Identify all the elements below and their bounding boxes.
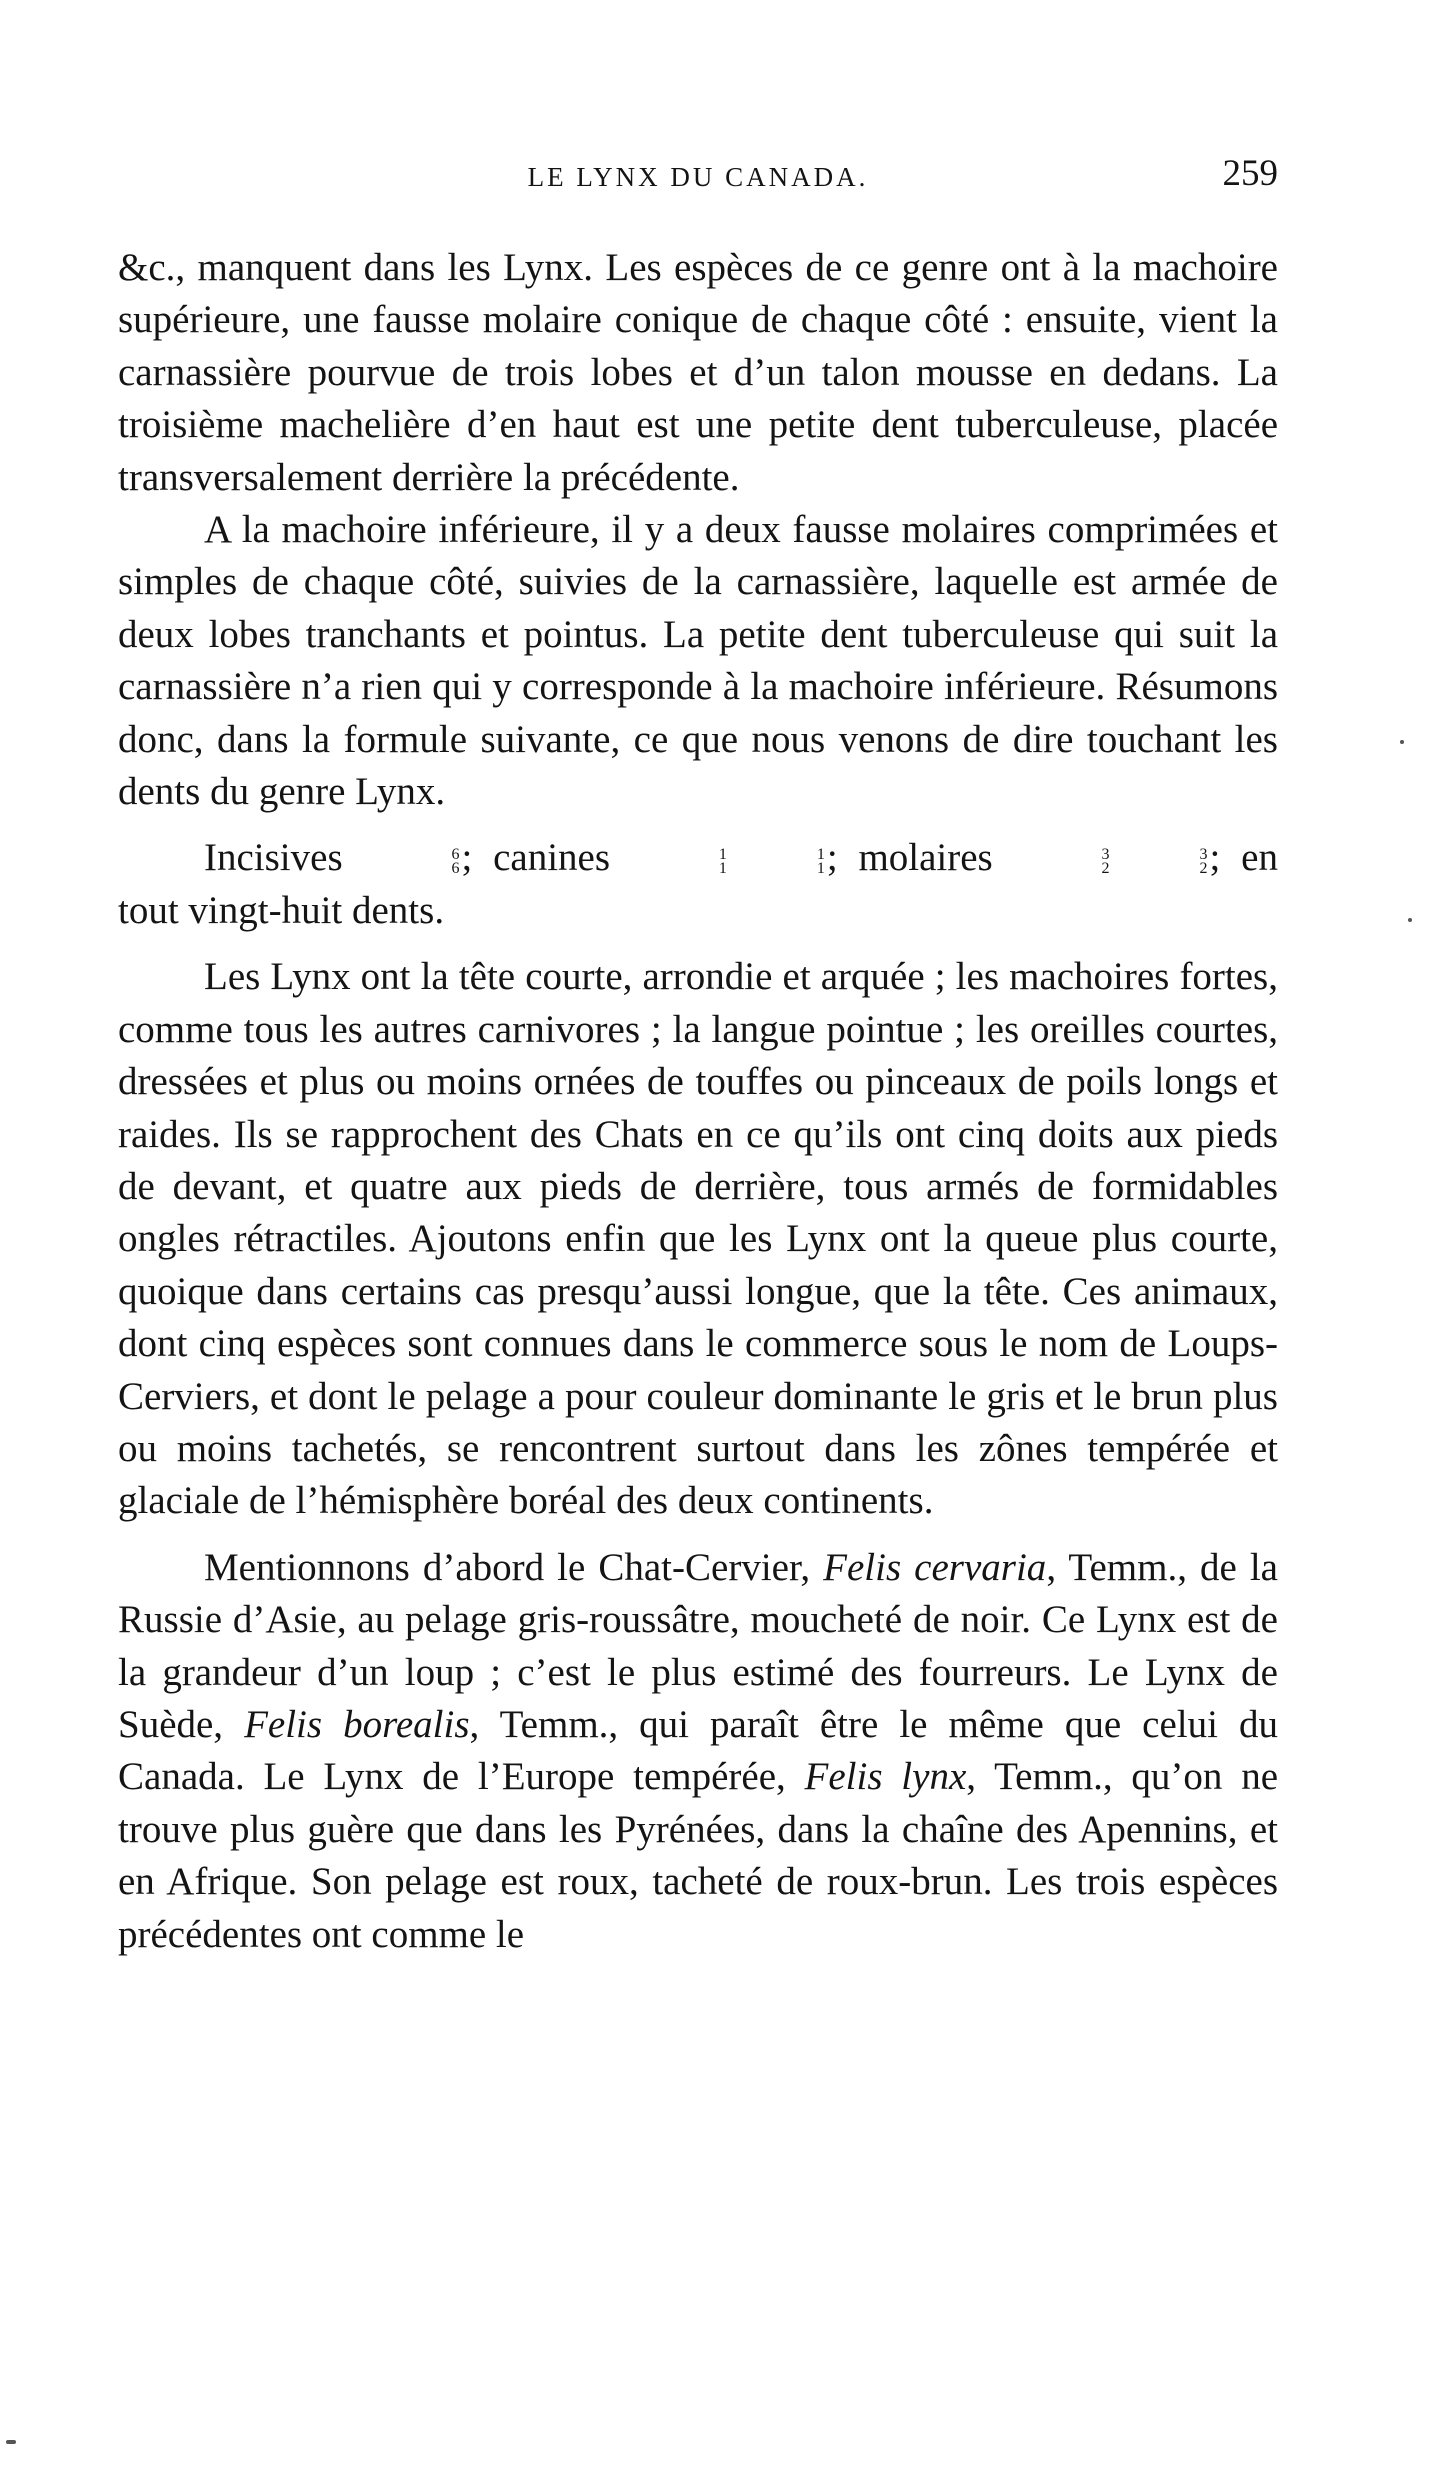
- p5-text-3: , Temm., qui paraît être le même que celui du Canada. Le Lynx de l’Europe tempérée,: [118, 1702, 1278, 1799]
- incisives-top: 6: [451, 845, 460, 863]
- canines-fraction-right: [731, 845, 825, 877]
- molaires-fractions: [1014, 836, 1210, 879]
- paragraph-dental-formula: [118, 832, 1278, 937]
- molaires-label: ; molaires: [826, 836, 993, 880]
- margin-speck-3: [6, 2440, 16, 2444]
- paragraph-2: A la machoire inférieure, il y a deux fausse molaires comprimées et simples de chaque côté, suivies de la carnassière, laquelle est armée de deux lobes tranchants et pointus. La petite dent tuberculeuse qui suit la carnassière n’a rien qui y corresponde à la machoire inférieure. Résumons donc, dans la formule suivante, ce que nous venons de dire touchant les dents du genre Lynx.: [118, 508, 1278, 814]
- canines-top-right: 1: [816, 845, 825, 863]
- running-head: [118, 140, 1278, 212]
- body-text: [118, 242, 1278, 1961]
- p5-text-1: Mentionnons d’abord le Chat-Cervier,: [204, 1545, 811, 1589]
- book-page: [118, 140, 1278, 1961]
- canines-label: ; canines: [461, 836, 611, 880]
- molaires-bottom-left: 2: [1101, 859, 1110, 877]
- molaires-fraction-left: [1016, 845, 1110, 877]
- latin-name-felis-lynx: Felis lynx: [804, 1755, 967, 1799]
- formula-tail: ; en tout vingt-huit dents.: [118, 836, 1278, 932]
- canines-top-left: 1: [718, 845, 727, 863]
- page-number: 259: [1222, 153, 1278, 194]
- canines-bottom-right: 1: [816, 859, 825, 877]
- p5-text-4: , Temm., qu’on ne trouve plus guère que dans les Pyrénées, dans la chaîne des Apennins, et en Afrique. Son pelage est roux, tacheté de roux-brun. Les trois espèces précédentes ont comme le: [118, 1755, 1279, 1956]
- paragraph-4: Les Lynx ont la tête courte, arrondie et arquée ; les machoires fortes, comme tous les autres carnivores ; la langue pointue ; les oreilles courtes, dressées et plus ou moins ornées de touffes ou pinceaux de poils longs et raides. Ils se rapprochent des Chats en ce qu’ils ont cinq doits aux pieds de devant, et quatre aux pieds de derrière, tous armés de formidables ongles rétractiles. Ajoutons enfin que les Lynx ont la queue plus courte, quoique dans certains cas presqu’aussi longue, que la tête. Ces animaux, dont cinq espèces sont connues dans le commerce sous le nom de Loups-Cerviers, et dont le pelage a pour couleur dominante le gris et le brun plus ou moins tachetés, se rencontrent surtout dans les zônes tempérée et glaciale de l’hémisphère boréal des deux continents.: [118, 955, 1278, 1523]
- margin-speck-1: [1400, 740, 1404, 744]
- incisives-fraction: [365, 845, 460, 877]
- incisives-bottom: 6: [451, 859, 460, 877]
- paragraph-5: [118, 1542, 1278, 1961]
- latin-name-felis-borealis: Felis borealis: [244, 1702, 470, 1746]
- canines-fraction-left: [633, 845, 727, 877]
- molaires-bottom-right: 2: [1199, 859, 1208, 877]
- molaires-top-left: 3: [1101, 845, 1110, 863]
- incisives-label: Incisives: [204, 836, 343, 880]
- molaires-top-right: 3: [1199, 845, 1208, 863]
- molaires-fraction-right: [1114, 845, 1208, 877]
- running-title: LE LYNX DU CANADA.: [527, 162, 869, 192]
- latin-name-felis-cervaria: Felis cervaria: [823, 1545, 1047, 1589]
- paragraph-1: &c., manquent dans les Lynx. Les espèces de ce genre ont à la machoire supérieure, une fausse molaire conique de chaque côté : ensuite, vient la carnassière pourvue de trois lobes et d’un talon mousse en dedans. La troisième machelière d’en haut est une petite dent tuberculeuse, placée transversalement derrière la précédente.: [118, 246, 1278, 499]
- margin-speck-2: [1408, 918, 1412, 922]
- p5-text-2: , Temm., de la Russie d’Asie, au pelage gris-roussâtre, moucheté de noir. Ce Lynx est de la grandeur d’un loup ; c’est le plus estimé des fourreurs. Le Lynx de Suède,: [118, 1545, 1278, 1746]
- canines-bottom-left: 1: [718, 859, 727, 877]
- canines-fractions: [631, 836, 827, 879]
